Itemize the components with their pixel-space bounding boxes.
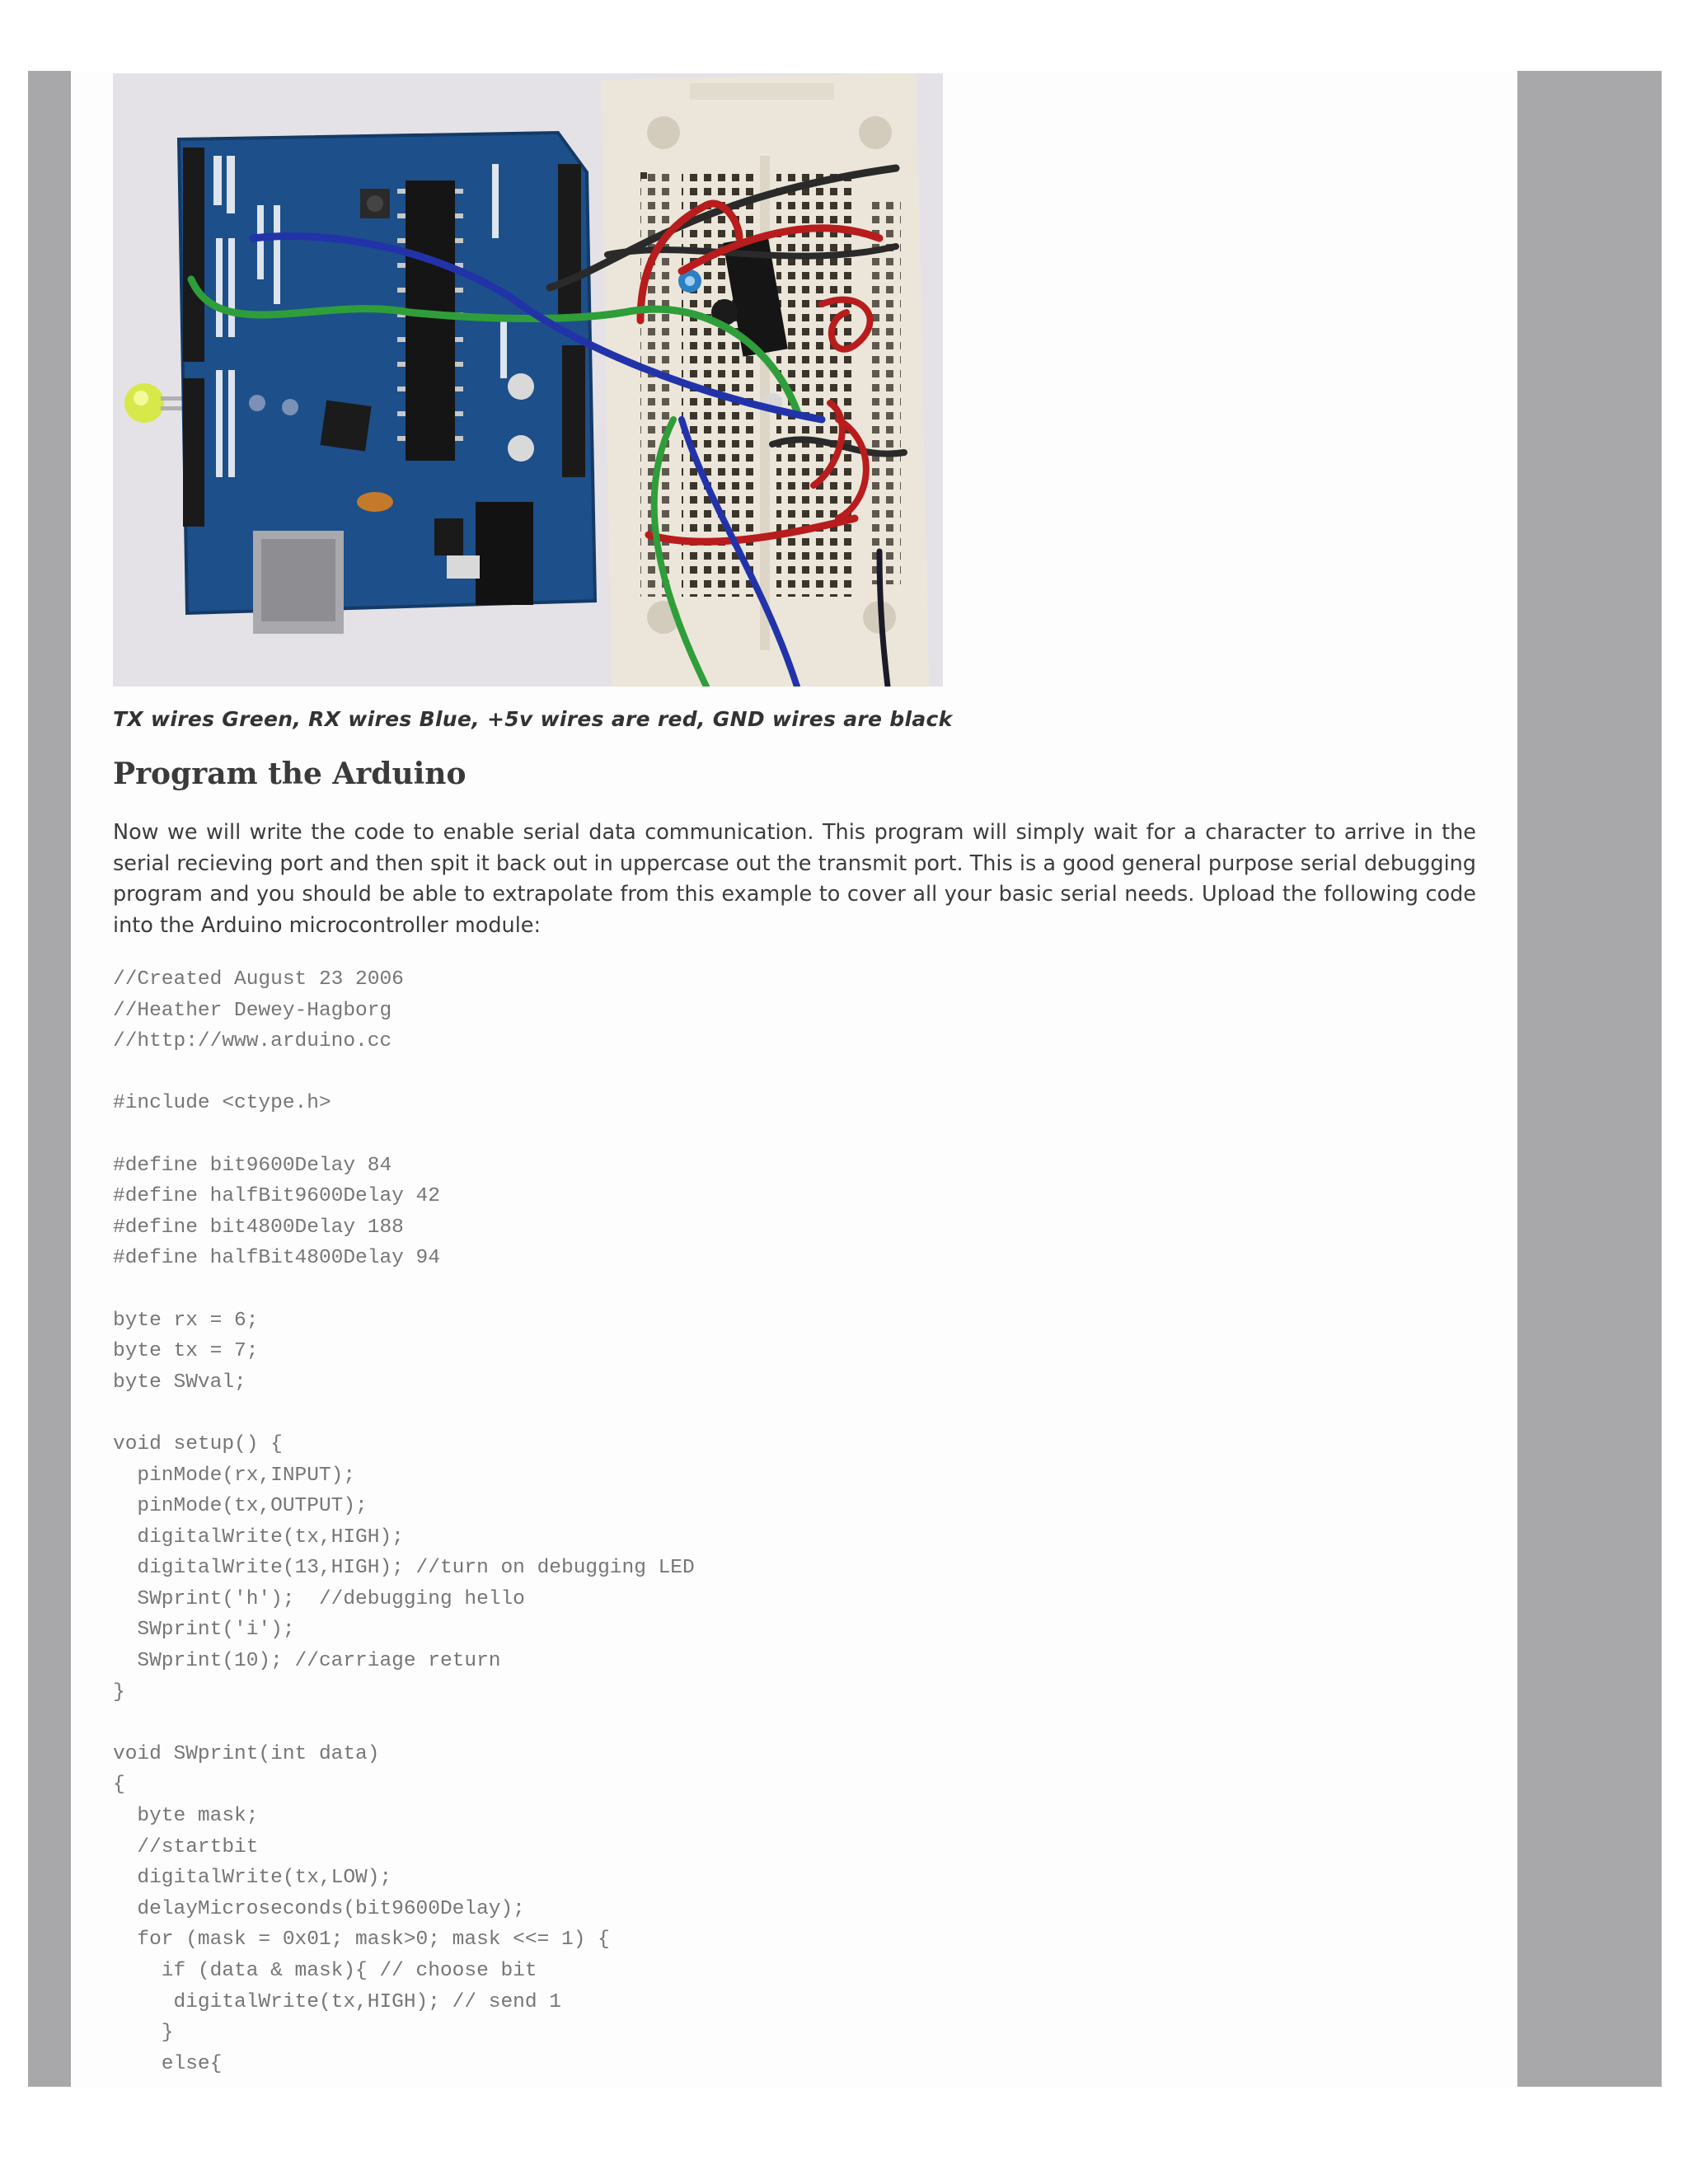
intro-paragraph: Now we will write the code to enable serial data communication. This program will simply wait for a character to arrive in the serial recieving port and then spit it back out in uppercase out the transmit port. This is a good general purpose serial debugging program and you should be able to extrapolate from this example to cover all your basic serial needs. Upload the following code into the Arduino microcontroller module:	[113, 820, 1476, 938]
arduino-breadboard-photo	[113, 73, 943, 687]
section-heading: Program the Arduino	[113, 757, 467, 791]
right-gray-bar	[1517, 71, 1662, 2087]
left-gray-bar	[28, 71, 71, 2087]
code-listing: //Created August 23 2006 //Heather Dewey-Hagborg //http://www.arduino.cc #include <ctype.h> #define bit9600Delay 84 #define halfBit9600Delay 42 #define bit4800Delay 188 #define halfBit4800Delay 94 byte rx = 6; byte tx = 7; byte SWval; void setup() { pinMode(rx,INPUT); pinMode(tx,OUTPUT); digitalWrite(tx,HIGH); digitalWrite(13,HIGH); //turn on debugging LED SWprint('h'); //debugging hello SWprint('i'); SWprint(10); //carriage return } void SWprint(int data) { byte mask; //startbit digitalWrite(tx,LOW); delayMicroseconds(bit9600Delay); for (mask = 0x01; mask>0; mask <<= 1) { if (data & mask){ // choose bit digitalWrite(tx,HIGH); // send 1 } else{	[113, 968, 695, 2075]
image-caption: TX wires Green, RX wires Blue, +5v wires are red, GND wires are black	[113, 707, 953, 731]
page-content	[71, 71, 1517, 2087]
